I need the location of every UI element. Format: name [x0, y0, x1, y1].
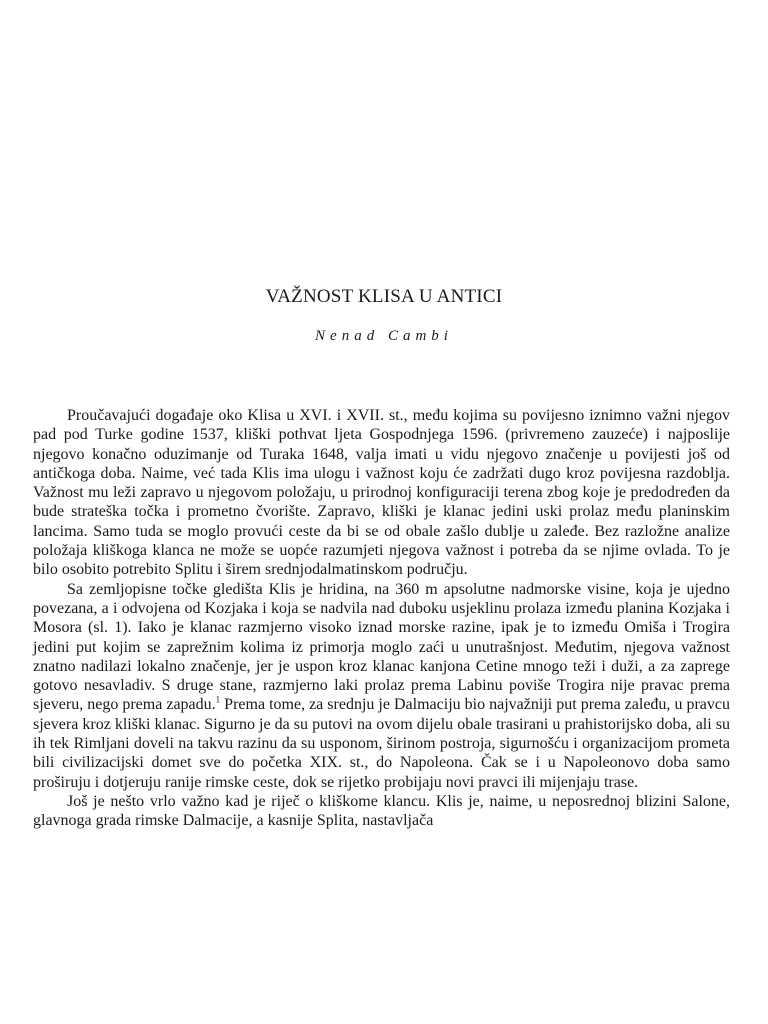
- paragraph-3: Još je nešto vrlo važno kad je riječ o kliškome klancu. Klis je, naime, u neposrednoj blizini Salone, glavnoga grada rimske Dalmacije, a kasnije Splita, nastavljača: [33, 792, 730, 830]
- paragraph-1: Proučavajući događaje oko Klisa u XVI. i XVII. st., među kojima su povijesno iznimno važni njegov pad pod Turke godine 1537, kliški pothvat ljeta Gospodnjega 1596. (privremeno zauzeće) i najposlije njegovo konačno oduzimanje od Turaka 1648, valja imati u vidu njegovo značenje u povijesti još od antičkoga doba. Naime, već tada Klis ima ulogu i važnost koju će zadržati dugo kroz povijesna razdoblja. Važnost mu leži zapravo u njegovom položaju, u prirodnoj konfiguraciji terena zbog koje je predodređen da bude strateška točka i prometno čvorište. Zapravo, kliški je klanac jedini uski prolaz među planinskim lancima. Samo tuda se moglo provući ceste da bi se od obale zašlo dublje u zaleđe. Bez razložne analize položaja kliškoga klanca ne može se uopće razumjeti njegova važnost i potreba da se njime ovlada. To je bilo osobito potrebito Splitu i širem srednjodalmatinskom području.: [33, 407, 730, 579]
- article-body: [33, 406, 730, 831]
- footnote-marker[interactable]: 1: [215, 695, 221, 706]
- paragraph-2-part-1: Sa zemljopisne točke gledišta Klis je hridina, na 360 m apsolutne nadmorske visine, koja je ujedno povezana, a i odvojena od Kozjaka i koja se nadvila nad duboku usjeklinu prolaza između planina Kozjaka i Mosora (sl. 1). Iako je klanac razmjerno visoko iznad morske razine, ipak je to između Omiša i Trogira jedini put kojim se zaprežnim kolima iz primorja moglo zaći u unutrašnjost. Međutim, njegova važnost znatno nadilazi lokalno značenje, jer je uspon kroz klanac kanjona Cetine mnogo teži i duži, a za zaprege gotovo nesavladiv. S druge stane, razmjerno laki prolaz prema Labinu poviše Trogira nije pravac prema sjeveru, nego prema zapadu.: [33, 580, 730, 714]
- article-author: Nenad Cambi: [315, 328, 453, 344]
- article-title: VAŽNOST KLISA U ANTICI: [265, 286, 503, 307]
- paragraph-2-part-2: Prema tome, za srednju je Dalmaciju bio najvažniji put prema zaleđu, u pravcu sjevera kroz kliški klanac. Sigurno je da su putovi na ovom dijelu obale trasirani u prahistorijsko doba, ali su ih tek Rimljani doveli na takvu razinu da su usponom, širinom postroja, sigurnošću i organizacijom prometa bili civilizacijski domet sve do početka XIX. st., do Napoleona. Čak se i u Napoleonovo doba samo proširuju i dotjeruju ranije rimske ceste, dok se rijetko probijaju novi pravci ili mijenjaju trase.: [33, 696, 731, 791]
- paragraph-2: [33, 580, 730, 792]
